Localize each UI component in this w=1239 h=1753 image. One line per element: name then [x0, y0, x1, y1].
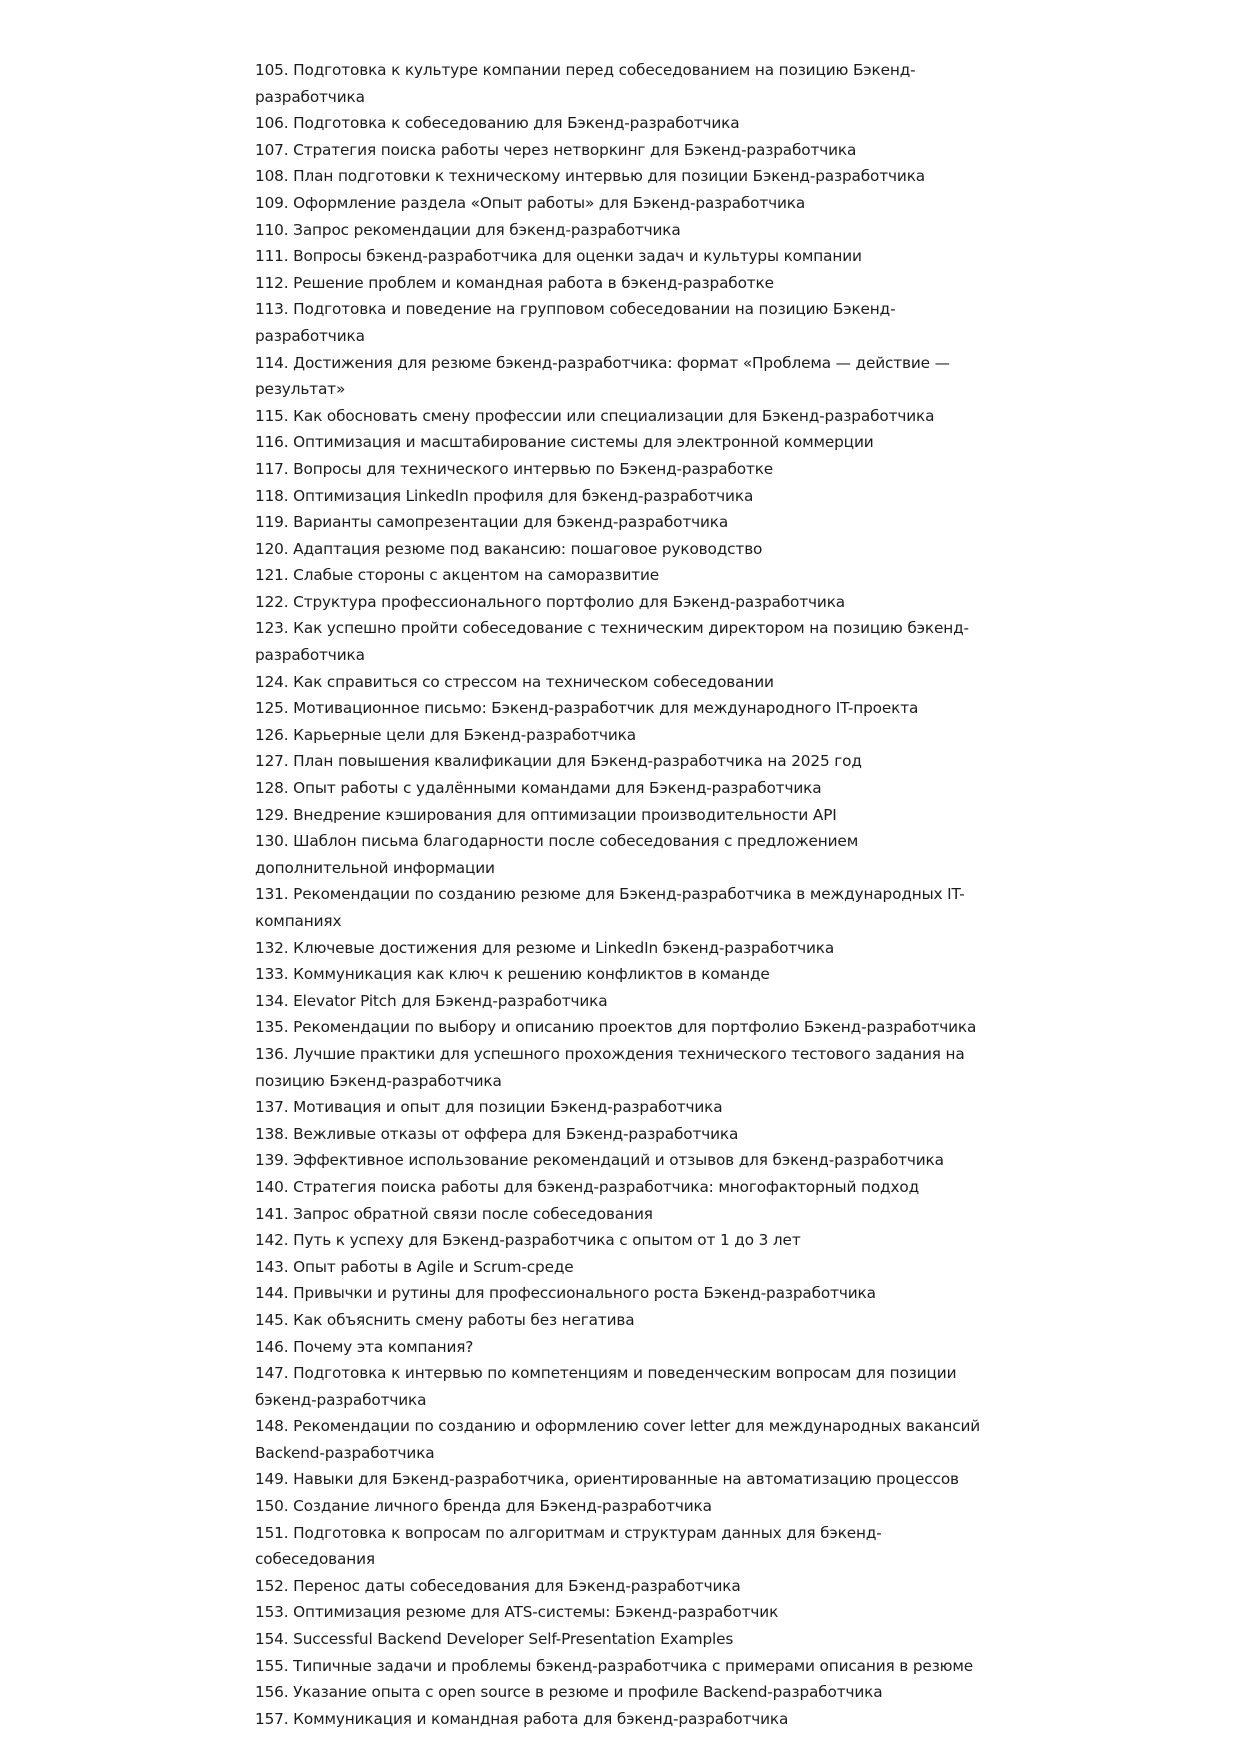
- list-item: 148. Рекомендации по созданию и оформлению cover letter для международных вакансий Backend-разработчика: [255, 1417, 981, 1462]
- list-item: 112. Решение проблем и командная работа в бэкенд-разработке: [255, 273, 774, 292]
- list-item: 145. Как объяснить смену работы без негатива: [255, 1310, 635, 1329]
- list-item: 134. Elevator Pitch для Бэкенд-разработчика: [255, 991, 608, 1010]
- list-item: 121. Слабые стороны с акцентом на саморазвитие: [255, 566, 660, 585]
- list-item: 124. Как справиться со стрессом на техническом собеседовании: [255, 672, 774, 691]
- list-item: 143. Опыт работы в Agile и Scrum-среде: [255, 1257, 574, 1276]
- list-item: 147. Подготовка к интервью по компетенциям и поведенческим вопросам для позиции бэкенд-разработчика: [255, 1364, 957, 1409]
- list-item: 108. План подготовки к техническому интервью для позиции Бэкенд-разработчика: [255, 167, 926, 186]
- list-item: 105. Подготовка к культуре компании перед собеседованием на позицию Бэкенд-разработчика: [255, 61, 916, 106]
- list-item: 155. Типичные задачи и проблемы бэкенд-разработчика с примерами описания в резюме: [255, 1656, 974, 1675]
- list-item: 111. Вопросы бэкенд-разработчика для оценки задач и культуры компании: [255, 247, 862, 266]
- list-item: 106. Подготовка к собеседованию для Бэкенд-разработчика: [255, 114, 740, 133]
- list-item: 123. Как успешно пройти собеседование с техническим директором на позицию бэкенд-разработчика: [255, 619, 969, 665]
- list-item: 138. Вежливые отказы от оффера для Бэкенд-разработчика: [255, 1124, 739, 1143]
- list-item: 136. Лучшие практики для успешного прохождения технического тестового задания на позицию Бэкенд-разработчика: [255, 1044, 965, 1090]
- list-item: 126. Карьерные цели для Бэкенд-разработчика: [255, 725, 636, 744]
- list-item: 150. Создание личного бренда для Бэкенд-разработчика: [255, 1497, 712, 1516]
- list-item: 154. Successful Backend Developer Self-Presentation Examples: [255, 1630, 734, 1649]
- list-item: 114. Достижения для резюме бэкенд-разработчика: формат «Проблема — действие — результат»: [255, 353, 950, 399]
- list-item: 125. Мотивационное письмо: Бэкенд-разработчик для международного IT-проекта: [255, 699, 919, 718]
- list-item: 153. Оптимизация резюме для ATS-системы: Бэкенд-разработчик: [255, 1603, 779, 1622]
- list-item: 122. Структура профессионального портфолио для Бэкенд-разработчика: [255, 592, 846, 611]
- list-item: 110. Запрос рекомендации для бэкенд-разработчика: [255, 220, 681, 239]
- list-item: 133. Коммуникация как ключ к решению конфликтов в команде: [255, 965, 770, 984]
- list-item: 139. Эффективное использование рекомендаций и отзывов для бэкенд-разработчика: [255, 1151, 944, 1170]
- list-item: 127. План повышения квалификации для Бэкенд-разработчика на 2025 год: [255, 752, 862, 771]
- list-item: 157. Коммуникация и командная работа для бэкенд-разработчика: [255, 1709, 789, 1728]
- list-item: 146. Почему эта компания?: [255, 1337, 474, 1356]
- list-item: 156. Указание опыта с open source в резюме и профиле Backend-разработчика: [255, 1683, 883, 1702]
- list-item: 130. Шаблон письма благодарности после собеседования с предложением дополнительной информации: [255, 832, 859, 877]
- list-item: 128. Опыт работы с удалёнными командами для Бэкенд-разработчика: [255, 779, 822, 798]
- list-item: 131. Рекомендации по созданию резюме для Бэкенд-разработчика в международных IT-компаниях: [255, 885, 965, 930]
- list-item: 129. Внедрение кэширования для оптимизации производительности API: [255, 805, 837, 824]
- list-item: 113. Подготовка и поведение на групповом собеседовании на позицию Бэкенд-разработчика: [255, 300, 896, 345]
- list-item: 151. Подготовка к вопросам по алгоритмам и структурам данных для бэкенд-собеседования: [255, 1523, 882, 1569]
- list-item: 152. Перенос даты собеседования для Бэкенд-разработчика: [255, 1576, 741, 1595]
- list-item: 132. Ключевые достижения для резюме и LinkedIn бэкенд-разработчика: [255, 938, 835, 957]
- list-item: 140. Стратегия поиска работы для бэкенд-разработчика: многофакторный подход: [255, 1177, 920, 1196]
- list-item: 137. Мотивация и опыт для позиции Бэкенд-разработчика: [255, 1098, 723, 1117]
- list-item: 116. Оптимизация и масштабирование системы для электронной коммерции: [255, 433, 874, 452]
- list-item: 119. Варианты самопрезентации для бэкенд-разработчика: [255, 513, 729, 532]
- list-item: 149. Навыки для Бэкенд-разработчика, ориентированные на автоматизацию процессов: [255, 1470, 959, 1489]
- list-item: 141. Запрос обратной связи после собеседования: [255, 1204, 653, 1223]
- list-item: 120. Адаптация резюме под вакансию: пошаговое руководство: [255, 539, 763, 558]
- list-item: 107. Стратегия поиска работы через нетворкинг для Бэкенд-разработчика: [255, 140, 857, 159]
- list-item: 118. Оптимизация LinkedIn профиля для бэкенд-разработчика: [255, 486, 754, 505]
- list-item: 117. Вопросы для технического интервью по Бэкенд-разработке: [255, 459, 774, 478]
- list-item: 144. Привычки и рутины для профессионального роста Бэкенд-разработчика: [255, 1284, 876, 1303]
- list-item: 135. Рекомендации по выбору и описанию проектов для портфолио Бэкенд-разработчика: [255, 1018, 977, 1037]
- list-item: 109. Оформление раздела «Опыт работы» для Бэкенд-разработчика: [255, 193, 806, 212]
- list-item: 115. Как обосновать смену профессии или специализации для Бэкенд-разработчика: [255, 406, 935, 425]
- document-page: [255, 57, 995, 1732]
- list-item: 142. Путь к успеху для Бэкенд-разработчика с опытом от 1 до 3 лет: [255, 1231, 801, 1250]
- topic-list: [255, 57, 995, 1732]
